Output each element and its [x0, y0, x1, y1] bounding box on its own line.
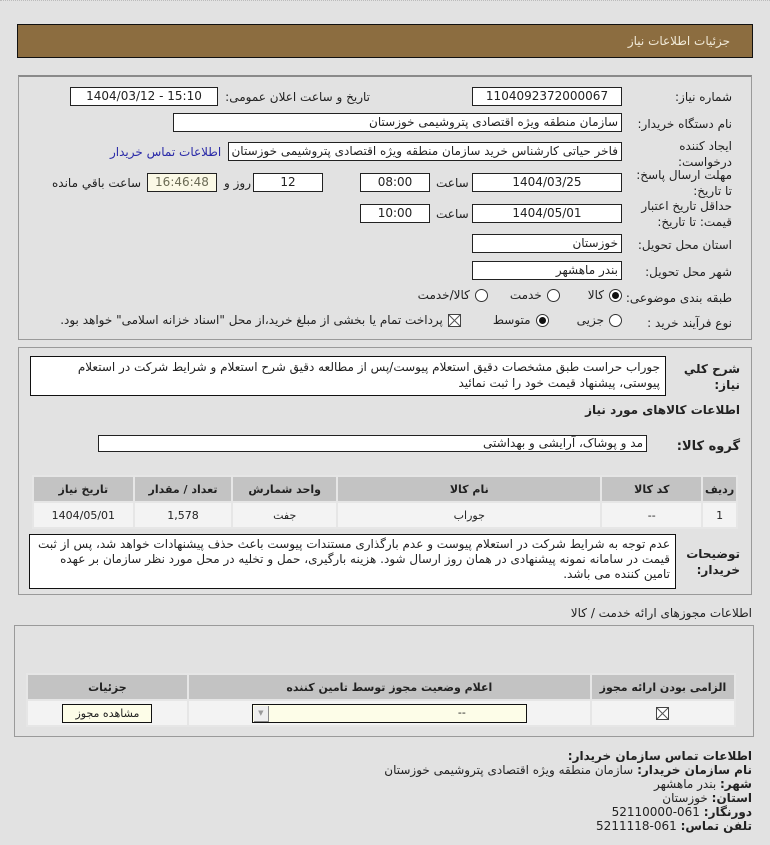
- contact-province-row: [312, 791, 752, 805]
- contact-fax-label: دورنگار:: [703, 805, 752, 819]
- table-row: [27, 700, 735, 726]
- buyer-contact-link[interactable]: اطلاعات تماس خریدار: [110, 145, 222, 159]
- contact-city-value: بندر ماهشهر: [654, 777, 717, 791]
- contact-fax-value: 52110000-061: [611, 805, 700, 819]
- table-row[interactable]: [33, 502, 737, 528]
- contact-title: [312, 749, 752, 763]
- col-unit: واحد شمارش: [232, 476, 337, 502]
- cell-goods-code: --: [601, 502, 702, 528]
- contact-phone-row: [312, 819, 752, 833]
- category-goods-service-label: کالا/خدمت: [417, 288, 470, 302]
- goods-table: [32, 475, 738, 529]
- col-details: جزئیات: [27, 674, 188, 700]
- contact-city-label: شهر:: [720, 777, 752, 791]
- buyer-org-field[interactable]: سازمان منطقه ویژه اقتصادی پتروشیمی خوزستان: [173, 113, 622, 132]
- purchase-medium-label: متوسط: [492, 313, 531, 327]
- summary-label-line1: شرح کلي: [683, 362, 740, 376]
- requester-label: [678, 138, 732, 170]
- need-number-field[interactable]: 1104092372000067: [472, 87, 622, 106]
- reply-deadline-label-line1: مهلت ارسال پاسخ:: [636, 168, 732, 182]
- reply-deadline-time[interactable]: 08:00: [360, 173, 430, 192]
- purchase-type-label: نوع فرآیند خرید :: [647, 316, 732, 330]
- requester-label-line1: ایجاد کننده: [679, 139, 732, 153]
- treasury-note: پرداخت تمام یا بخشی از مبلغ خرید،از محل "اسناد خزانه اسلامی" خواهد بود.: [60, 313, 443, 327]
- summary-label-line2: نیاز:: [714, 378, 740, 392]
- delivery-province-label: استان محل تحویل:: [637, 238, 732, 252]
- buyer-contact-section: [312, 749, 752, 833]
- category-service-label: خدمت: [509, 288, 542, 302]
- contact-phone-value: 5211118-061: [596, 819, 677, 833]
- buyer-org-label: نام دستگاه خریدار:: [637, 117, 732, 131]
- contact-org-value: سازمان منطقه ویژه اقتصادی پتروشیمی خوزستان: [384, 763, 634, 777]
- col-row: ردیف: [702, 476, 737, 502]
- reply-deadline-label-line2: تا تاریخ:: [693, 184, 732, 198]
- goods-table-header: [33, 476, 737, 502]
- buyer-notes-label-line1: توضیحات: [686, 547, 740, 561]
- col-goods-code: کد کالا: [601, 476, 702, 502]
- contact-city-row: [312, 777, 752, 791]
- summary-text: جوراب حراست طبق مشخصات دقیق استعلام پیوست/پس از مطالعه دقیق شرح استعلام و شرایط شرکت در استعلام پیوستی، پیشنهاد قیمت خود را ثبت نمائید: [30, 356, 666, 396]
- contact-title-text: اطلاعات تماس سازمان خریدار:: [567, 749, 752, 763]
- summary-label: [684, 361, 740, 393]
- permit-status-select[interactable]: [252, 704, 527, 723]
- col-need-date: تاریخ نیاز: [33, 476, 134, 502]
- cell-permit-required: [591, 700, 735, 726]
- remaining-time-label: ساعت باقي مانده: [52, 176, 142, 190]
- cell-goods-name: جوراب: [337, 502, 601, 528]
- purchase-type-radio-group: [60, 313, 622, 327]
- cell-need-date: 1404/05/01: [33, 502, 134, 528]
- buyer-notes-label: [686, 546, 740, 578]
- contact-org-row: [312, 763, 752, 777]
- col-goods-name: نام کالا: [337, 476, 601, 502]
- category-goods-service-radio[interactable]: [475, 289, 488, 302]
- reply-time-label: ساعت: [436, 176, 469, 190]
- price-validity-time-label: ساعت: [436, 207, 469, 221]
- col-quantity: تعداد / مقدار: [134, 476, 233, 502]
- cell-quantity: 1,578: [134, 502, 233, 528]
- purchase-small-radio[interactable]: [609, 314, 622, 327]
- reply-deadline-label: [636, 167, 732, 199]
- goods-group-field[interactable]: مد و پوشاک، آرایشی و بهداشتی: [98, 435, 647, 452]
- page-header: [17, 24, 753, 58]
- requester-label-line2: درخواست:: [678, 155, 732, 169]
- reply-deadline-date[interactable]: 1404/03/25: [472, 173, 622, 192]
- price-validity-date[interactable]: 1404/05/01: [472, 204, 622, 223]
- x-mark-icon: [657, 708, 668, 719]
- contact-org-label: نام سازمان خریدار:: [637, 763, 752, 777]
- cell-row: 1: [702, 502, 737, 528]
- goods-group-label: گروه کالا:: [676, 439, 740, 454]
- need-number-label: شماره نیاز:: [675, 90, 732, 104]
- permit-status-value: --: [457, 705, 466, 719]
- delivery-city-field[interactable]: بندر ماهشهر: [472, 261, 622, 280]
- announce-datetime-field[interactable]: 1404/03/12 - 15:10: [70, 87, 218, 106]
- price-validity-time[interactable]: 10:00: [360, 204, 430, 223]
- col-permit-status: اعلام وضعیت مجوز توسط تامین کننده: [188, 674, 591, 700]
- permits-table: [26, 673, 736, 727]
- goods-info-title: اطلاعات کالاهای مورد نیاز: [585, 403, 740, 417]
- purchase-small-label: جزیی: [576, 313, 604, 327]
- contact-fax-row: [312, 805, 752, 819]
- category-goods-label: کالا: [587, 288, 604, 302]
- buyer-notes-text: عدم توجه به شرایط شرکت در استعلام پیوست و عدم بارگذاری مستندات پیوست باعث حذف پیشنهادات خواهد شد، پس از ثبت قیمت در سامانه نمونه پیشنهادی در همان روز ارسال شود. هزینه بارگیری، حمل و تخلیه در محل مورد نظر سازمان بر عهده تامین کننده می باشد.: [29, 534, 676, 589]
- permits-title: اطلاعات مجوزهای ارائه خدمت / کالا: [570, 606, 752, 620]
- buyer-notes-label-line2: خریدار:: [696, 563, 740, 577]
- permit-required-checkbox[interactable]: [656, 707, 669, 720]
- category-goods-radio[interactable]: [609, 289, 622, 302]
- dropdown-arrow-icon[interactable]: ▼: [254, 706, 269, 722]
- permits-table-header: [27, 674, 735, 700]
- delivery-city-label: شهر محل تحویل:: [645, 265, 732, 279]
- price-validity-label-line2: قیمت: تا تاریخ:: [657, 215, 732, 229]
- delivery-province-field[interactable]: خوزستان: [472, 234, 622, 253]
- category-radio-group: [418, 288, 622, 302]
- price-validity-label-line1: حداقل تاریخ اعتبار: [641, 199, 732, 213]
- cell-permit-status: [188, 700, 591, 726]
- contact-province-label: استان:: [711, 791, 752, 805]
- col-permit-required: الزامی بودن ارائه مجوز: [591, 674, 735, 700]
- category-label: طبقه بندی موضوعی:: [625, 291, 732, 305]
- remaining-days-field[interactable]: 12: [253, 173, 323, 192]
- cell-view-permit: [27, 700, 188, 726]
- requester-field[interactable]: فاخر حیاتی کارشناس خرید سازمان منطقه ویژه اقتصادی پتروشیمی خوزستان: [228, 142, 622, 161]
- category-service-radio[interactable]: [547, 289, 560, 302]
- view-permit-button[interactable]: مشاهده مجوز: [62, 704, 152, 723]
- price-validity-label: [641, 198, 732, 230]
- remaining-time-field: 16:46:48: [147, 173, 217, 192]
- contact-province-value: خوزستان: [662, 791, 708, 805]
- x-mark-icon: [449, 315, 460, 326]
- cell-unit: جفت: [232, 502, 337, 528]
- treasury-checkbox[interactable]: [448, 314, 461, 327]
- contact-phone-label: تلفن تماس:: [680, 819, 752, 833]
- days-and-label: روز و: [224, 176, 251, 190]
- purchase-medium-radio[interactable]: [536, 314, 549, 327]
- announce-datetime-label: تاریخ و ساعت اعلان عمومی:: [225, 90, 370, 104]
- page-title: جزئیات اطلاعات نیاز: [627, 34, 730, 48]
